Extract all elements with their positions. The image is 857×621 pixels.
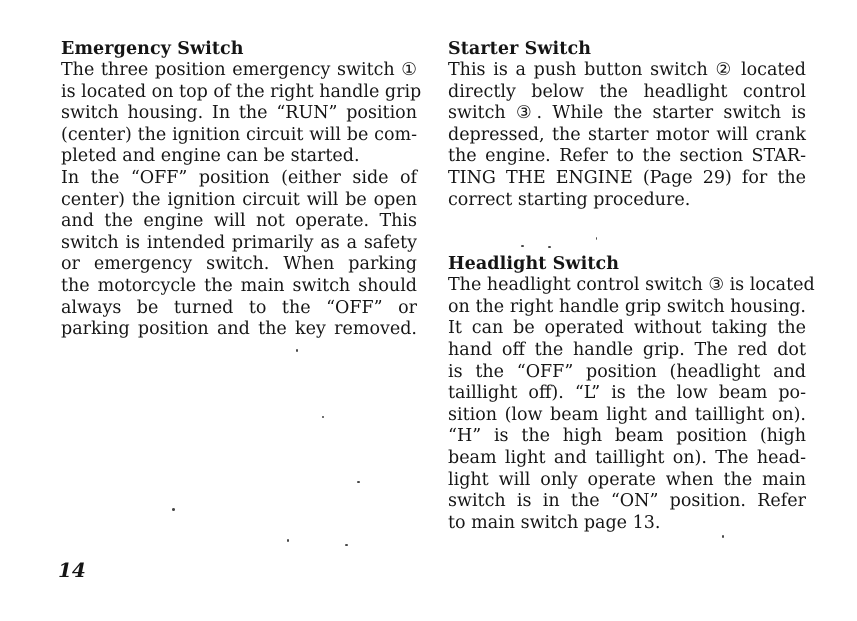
scan-speck — [287, 539, 289, 542]
emergency-switch-heading: Emergency Switch — [61, 39, 244, 59]
text-line: It can be operated without taking the — [448, 318, 806, 339]
text-line: switch is intended primarily as a safety — [61, 232, 417, 253]
text-line: switch housing. In the “RUN” position — [61, 103, 417, 124]
text-line: sition (low beam light and taillight on). — [448, 404, 806, 425]
starter-switch-heading: Starter Switch — [448, 39, 592, 59]
text-line: (center) the ignition circuit will be com- — [61, 124, 417, 145]
emergency-switch-paragraph — [61, 60, 422, 341]
scan-speck — [521, 245, 524, 247]
text-line: always be turned to the “OFF” or — [61, 297, 417, 318]
scan-speck — [322, 416, 324, 418]
scan-speck — [722, 535, 724, 538]
text-line: beam light and taillight on). The head- — [448, 447, 806, 468]
scan-speck — [296, 349, 298, 352]
text-line: the motorcycle the main switch should — [61, 275, 417, 296]
text-line: or emergency switch. When parking — [61, 254, 417, 275]
text-line: center) the ignition circuit will be open — [61, 189, 417, 210]
text-line: light will only operate when the main — [448, 469, 806, 490]
text-line: and the engine will not operate. This — [61, 211, 417, 232]
text-line: the engine. Refer to the section STAR- — [448, 146, 806, 167]
text-line: hand off the handle grip. The red dot — [448, 339, 806, 360]
text-line: to main switch page 13. — [448, 512, 661, 533]
scan-speck — [357, 481, 360, 483]
text-line: correct starting procedure. — [448, 189, 691, 210]
scan-speck — [596, 237, 597, 240]
text-line: switch is in the “ON” position. Refer — [448, 491, 806, 512]
headlight-switch-paragraph — [448, 275, 815, 534]
text-line: The headlight control switch ③ is located — [448, 275, 815, 296]
starter-switch-paragraph — [448, 60, 806, 211]
text-line: is located on top of the right handle grip — [61, 81, 422, 102]
right-column — [448, 38, 815, 534]
scan-speck — [172, 508, 175, 511]
text-line: This is a push button switch ② located — [448, 60, 806, 80]
text-line: parking position and the key removed. — [61, 319, 417, 340]
left-column — [61, 38, 422, 341]
page-number: 14 — [58, 558, 86, 582]
text-line: on the right handle grip switch housing. — [448, 296, 806, 317]
text-line: pleted and engine can be started. — [61, 146, 360, 167]
text-line: In the “OFF” position (either side of — [61, 167, 417, 188]
text-line: depressed, the starter motor will crank — [448, 124, 806, 145]
text-line: directly below the headlight control — [448, 81, 806, 102]
text-line: The three position emergency switch ① — [61, 60, 417, 80]
section-spacer — [448, 211, 806, 253]
text-line: is the “OFF” position (headlight and — [448, 361, 806, 382]
text-line: “H” is the high beam position (high — [448, 426, 806, 447]
text-line: taillight off). “L” is the low beam po- — [448, 383, 806, 404]
text-line: switch ③. While the starter switch is — [448, 103, 806, 124]
scan-speck — [345, 544, 348, 546]
headlight-switch-heading: Headlight Switch — [448, 254, 620, 275]
scan-speck — [548, 246, 551, 248]
text-line: TING THE ENGINE (Page 29) for the — [448, 167, 806, 188]
